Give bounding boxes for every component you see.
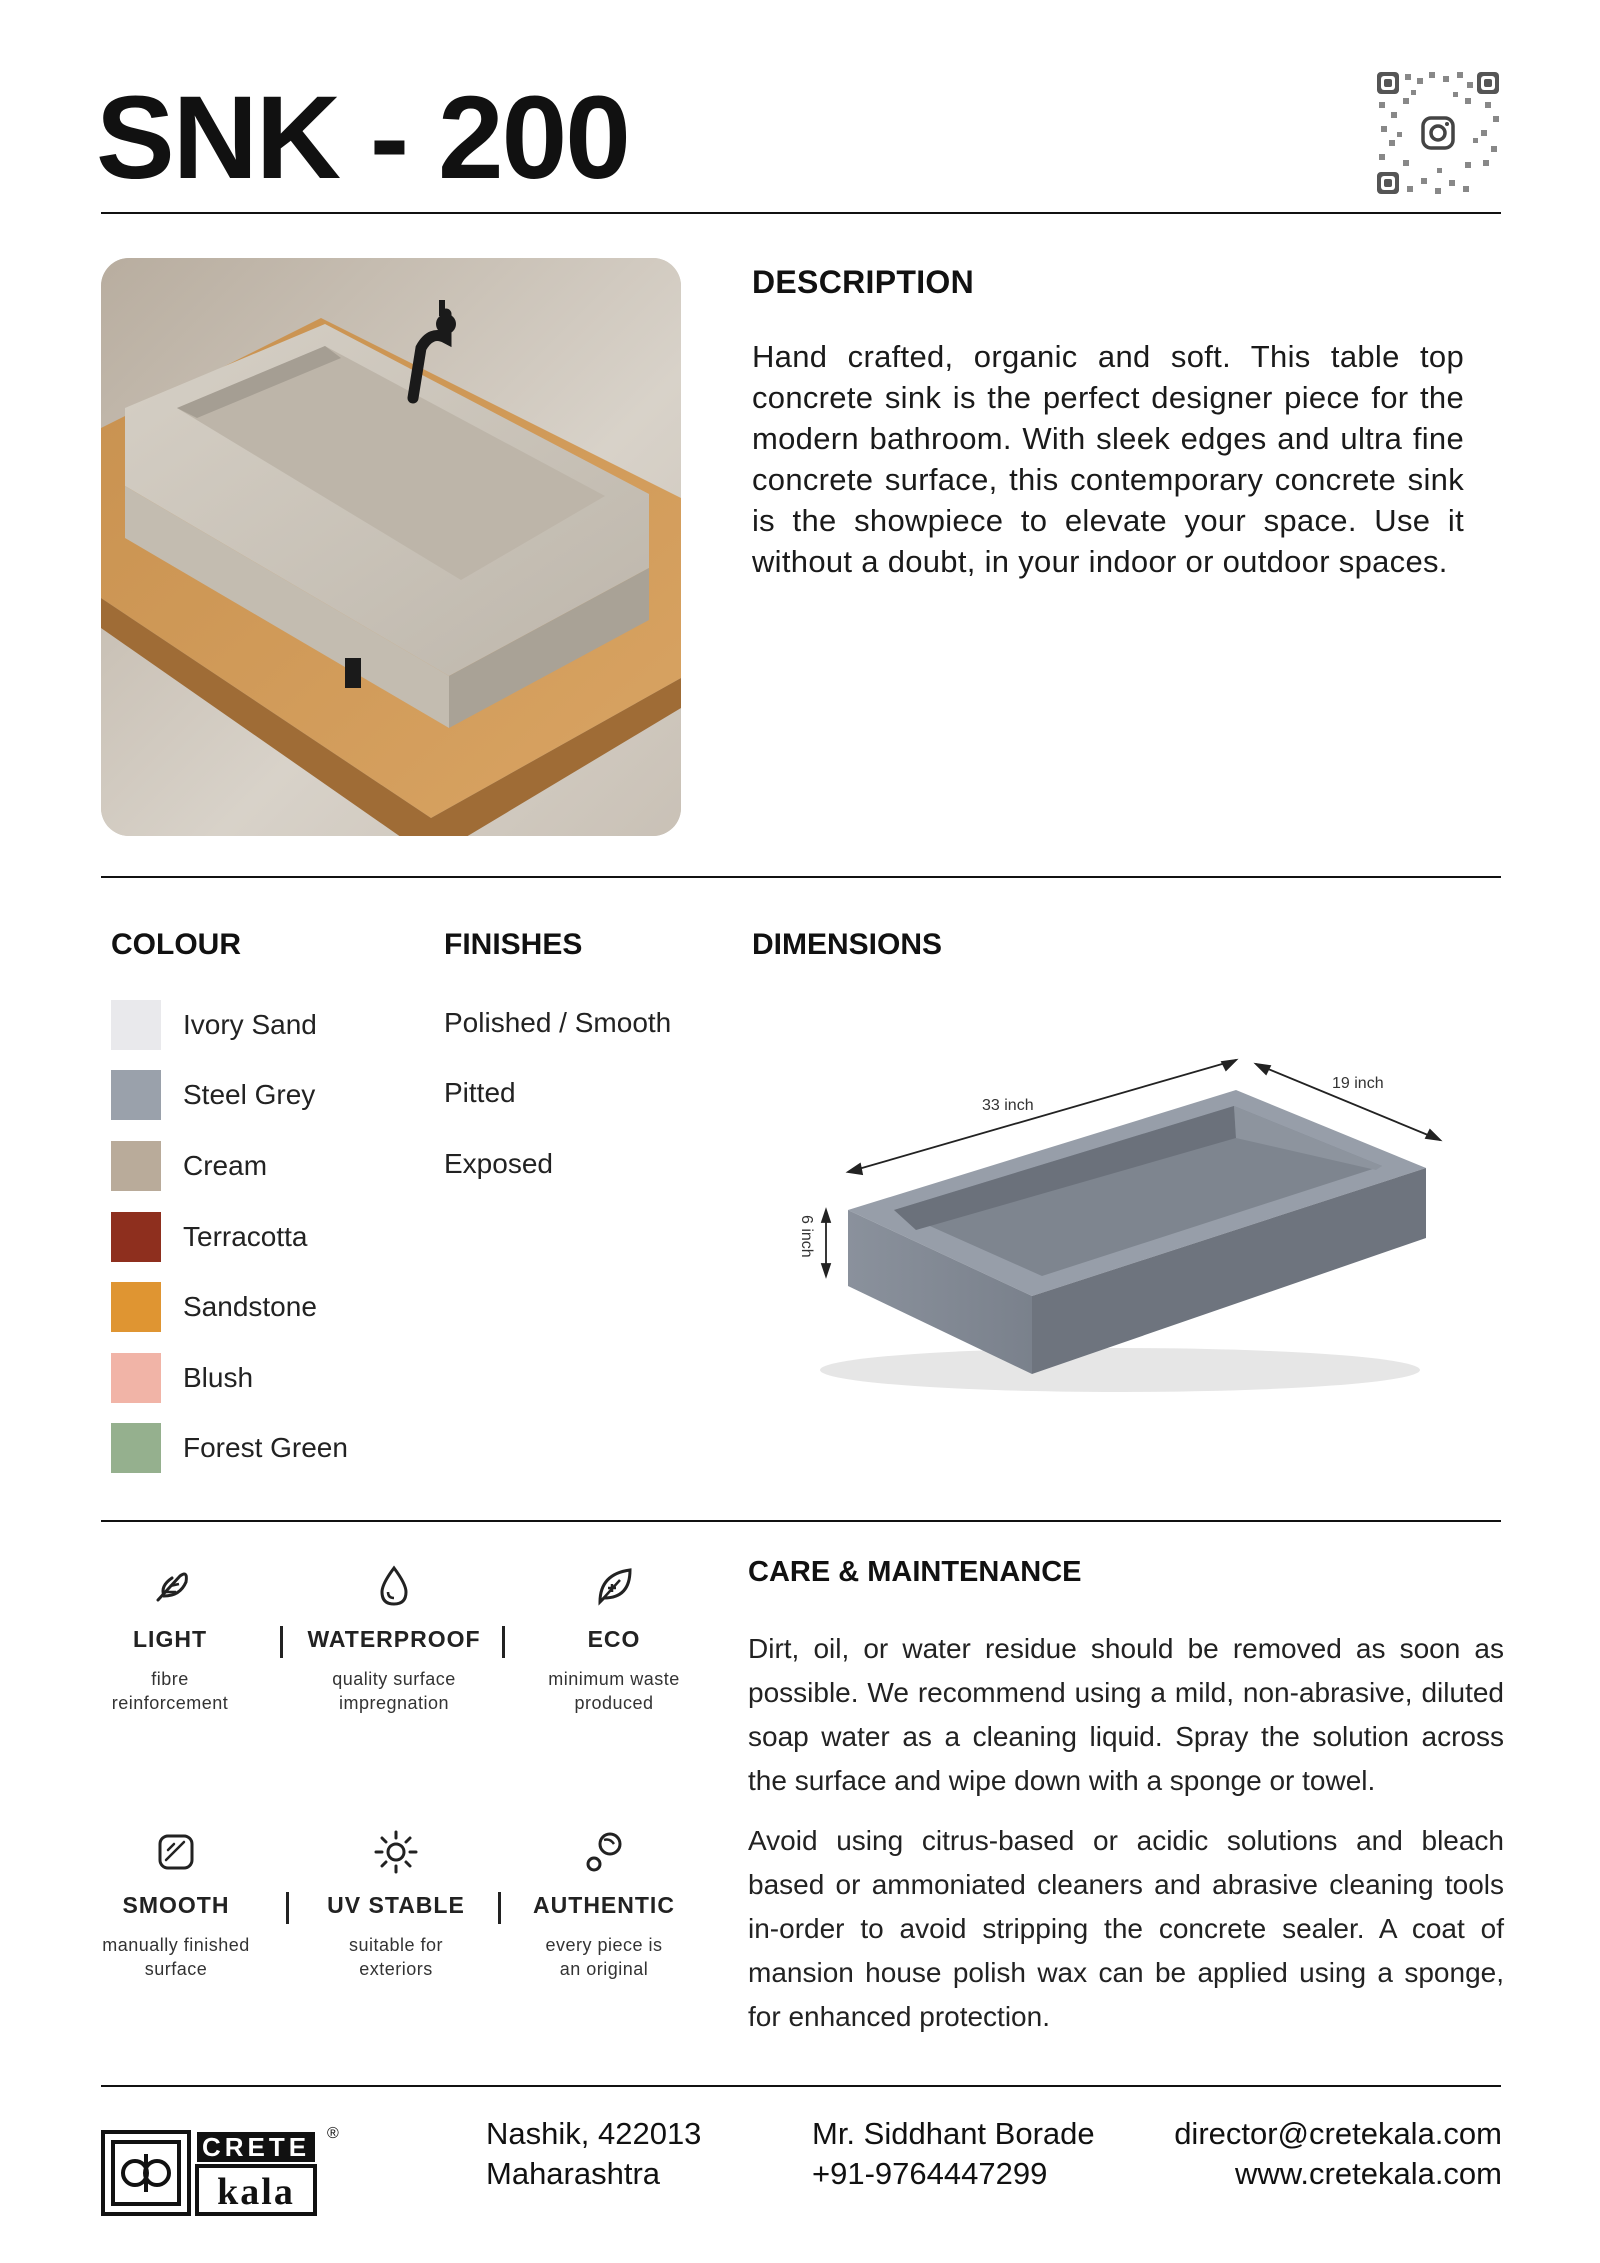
dimension-width-label: 19 inch: [1332, 1075, 1384, 1092]
footer-contact: [812, 2114, 1095, 2194]
feature-separator: [498, 1892, 501, 1924]
feature-light: [70, 1562, 270, 1715]
feature-desc: reinforcement: [111, 1693, 229, 1713]
feature-desc: quality surface: [332, 1669, 456, 1689]
colour-option[interactable]: [111, 1282, 317, 1332]
colour-option[interactable]: [111, 1070, 315, 1120]
colour-swatch: [111, 1141, 161, 1191]
colour-swatch: [111, 1000, 161, 1050]
colour-swatch: [111, 1423, 161, 1473]
feature-separator: [286, 1892, 289, 1924]
logo-text-top: CRETE: [201, 2132, 311, 2162]
footer-divider: [101, 2085, 1501, 2087]
colour-label: Steel Grey: [183, 1079, 316, 1110]
feature-uv-stable: [296, 1828, 496, 1981]
care-paragraph-2: Avoid using citrus-based or acidic solutions and bleach based or ammoniated cleaners and abrasive cleaning tools in-order to avoid stripping the concrete sealer. A coat of mansion house polish wax can be applied using a sponge, for enhanced protection.: [748, 1825, 1504, 2032]
feather-icon: [146, 1562, 194, 1610]
address-line: Nashik, 422013: [486, 2116, 702, 2151]
feature-desc: minimum waste: [548, 1669, 680, 1689]
leaf-icon: [590, 1562, 638, 1610]
feature-name: WATERPROOF: [307, 1626, 481, 1652]
feature-name: LIGHT: [133, 1626, 207, 1652]
dimension-length-label: 33 inch: [982, 1097, 1034, 1114]
colour-option[interactable]: [111, 1000, 317, 1050]
colour-label: Ivory Sand: [183, 1009, 317, 1040]
feature-desc: impregnation: [338, 1693, 450, 1713]
registered-mark: ®: [327, 2125, 339, 2142]
colour-option[interactable]: [111, 1423, 348, 1473]
feature-desc: every piece is: [545, 1935, 663, 1955]
authentic-icon: [580, 1828, 628, 1876]
logo-text-bottom: kala: [217, 2171, 295, 2213]
colour-swatch: [111, 1282, 161, 1332]
sun-icon: [372, 1828, 420, 1876]
qr-code[interactable]: [1373, 68, 1503, 198]
finish-option[interactable]: Pitted: [444, 1077, 516, 1108]
feature-waterproof: [294, 1562, 494, 1715]
colour-swatch: [111, 1212, 161, 1262]
feature-eco: [514, 1562, 714, 1715]
smooth-surface-icon: [152, 1828, 200, 1876]
colour-label: Cream: [183, 1150, 268, 1181]
footer-links: [1174, 2114, 1502, 2194]
description-body: Hand crafted, organic and soft. This table top concrete sink is the perfect designer piece for the modern bathroom. With sleek edges and ultra fine concrete surface, this contemporary concrete sink is the showpiece to elevate your space. Use it without a doubt, in your indoor or outdoor spaces.: [752, 339, 1464, 579]
email-link[interactable]: director@cretekala.com: [1174, 2116, 1502, 2151]
water-drop-icon: [370, 1562, 418, 1610]
feature-desc: suitable for: [348, 1935, 444, 1955]
contact-name: Mr. Siddhant Borade: [812, 2116, 1095, 2151]
feature-name: AUTHENTIC: [533, 1892, 675, 1918]
feature-authentic: [504, 1828, 704, 1981]
colour-option[interactable]: [111, 1353, 253, 1403]
colour-option[interactable]: [111, 1141, 267, 1191]
feature-separator: [502, 1626, 505, 1658]
feature-desc: fibre: [151, 1669, 189, 1689]
colour-option[interactable]: [111, 1212, 308, 1262]
feature-desc: surface: [144, 1959, 208, 1979]
colour-swatch: [111, 1070, 161, 1120]
colour-label: Blush: [183, 1362, 254, 1393]
dimensions-heading: DIMENSIONS: [752, 928, 943, 961]
feature-separator: [280, 1626, 283, 1658]
product-photo: [101, 258, 681, 836]
company-logo[interactable]: [101, 2120, 341, 2216]
header-divider: [101, 212, 1501, 214]
finish-option[interactable]: Polished / Smooth: [444, 1007, 672, 1038]
dimension-height-label: 6 inch: [798, 1215, 815, 1258]
feature-desc: manually finished: [102, 1935, 250, 1955]
colour-label: Forest Green: [183, 1432, 348, 1463]
finish-option[interactable]: Exposed: [444, 1148, 553, 1179]
feature-name: SMOOTH: [122, 1892, 230, 1918]
footer-address: [486, 2114, 701, 2194]
care-heading: CARE & MAINTENANCE: [748, 1556, 1082, 1588]
colour-label: Sandstone: [183, 1291, 317, 1322]
colour-label: Terracotta: [183, 1221, 308, 1252]
colour-heading: COLOUR: [111, 928, 241, 961]
feature-name: ECO: [587, 1626, 641, 1652]
feature-name: UV STABLE: [327, 1892, 465, 1918]
address-line: Maharashtra: [486, 2156, 661, 2191]
colour-swatch: [111, 1353, 161, 1403]
feature-smooth: [76, 1828, 276, 1981]
product-title: SNK - 200: [96, 72, 629, 204]
dimension-diagram: [780, 1040, 1460, 1410]
section-divider-2: [101, 1520, 1501, 1522]
feature-desc: an original: [559, 1959, 649, 1979]
finishes-heading: FINISHES: [444, 928, 583, 961]
description-heading: DESCRIPTION: [752, 264, 974, 300]
section-divider-1: [101, 876, 1501, 878]
feature-desc: exteriors: [359, 1959, 433, 1979]
feature-desc: produced: [574, 1693, 654, 1713]
care-paragraph-1: Dirt, oil, or water residue should be removed as soon as possible. We recommend using a mild, non-abrasive, diluted soap water as a cleaning liquid. Spray the solution across the surface and wipe down with a sponge or towel.: [748, 1633, 1504, 1796]
website-link[interactable]: www.cretekala.com: [1234, 2156, 1502, 2191]
contact-phone[interactable]: +91-9764447299: [812, 2156, 1048, 2191]
